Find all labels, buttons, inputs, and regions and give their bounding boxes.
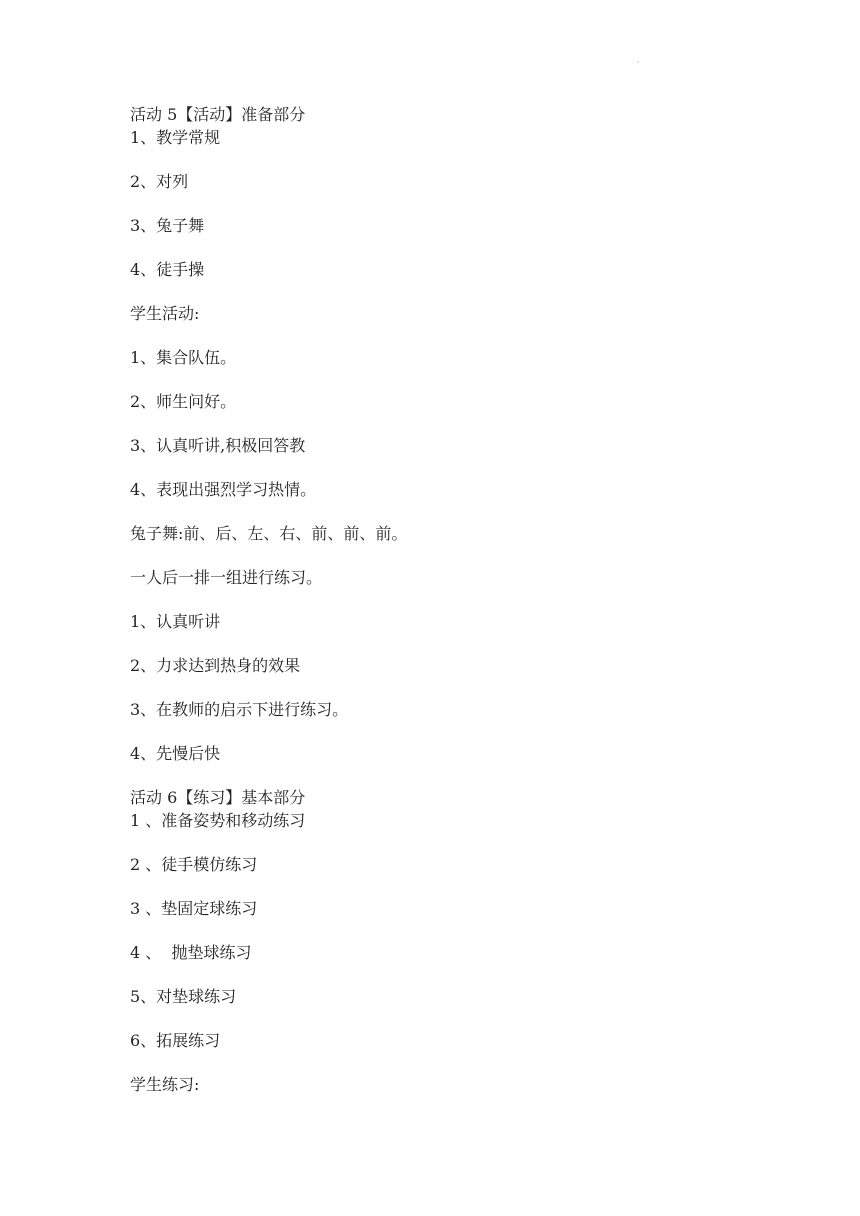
list-item: 2、对列 <box>130 172 189 191</box>
list-item: 学生活动: <box>130 304 200 323</box>
list-item: 4、表现出强烈学习热情。 <box>130 480 317 499</box>
list-item: 1 、准备姿势和移动练习 <box>130 811 306 830</box>
list-item: 4、徒手操 <box>130 260 205 279</box>
list-item: 3、兔子舞 <box>130 216 205 235</box>
list-item: 2 、徒手模仿练习 <box>130 855 258 874</box>
list-item: 兔子舞:前、后、左、右、前、前、前。 <box>130 524 408 543</box>
page-mark: · <box>637 58 640 67</box>
list-item: 3 、垫固定球练习 <box>130 899 258 918</box>
section-heading-activity-6: 活动 6【练习】基本部分 <box>130 788 306 807</box>
list-item: 1、集合队伍。 <box>130 348 237 367</box>
list-item: 5、对垫球练习 <box>130 987 237 1006</box>
list-item: 1、教学常规 <box>130 128 221 147</box>
list-item: 2、师生问好。 <box>130 392 237 411</box>
document-body <box>130 103 770 1096</box>
list-item: 2、力求达到热身的效果 <box>130 656 301 675</box>
list-item: 一人后一排一组进行练习。 <box>130 568 323 587</box>
list-item: 3、认真听讲,积极回答教 <box>130 436 306 455</box>
list-item: 3、在教师的启示下进行练习。 <box>130 700 349 719</box>
section-heading-activity-5: 活动 5【活动】准备部分 <box>130 105 306 124</box>
list-item: 4、先慢后快 <box>130 744 221 763</box>
list-item: 4 、 抛垫球练习 <box>130 943 252 962</box>
list-item: 学生练习: <box>130 1075 200 1094</box>
list-item: 1、认真听讲 <box>130 612 221 631</box>
list-item: 6、拓展练习 <box>130 1031 221 1050</box>
